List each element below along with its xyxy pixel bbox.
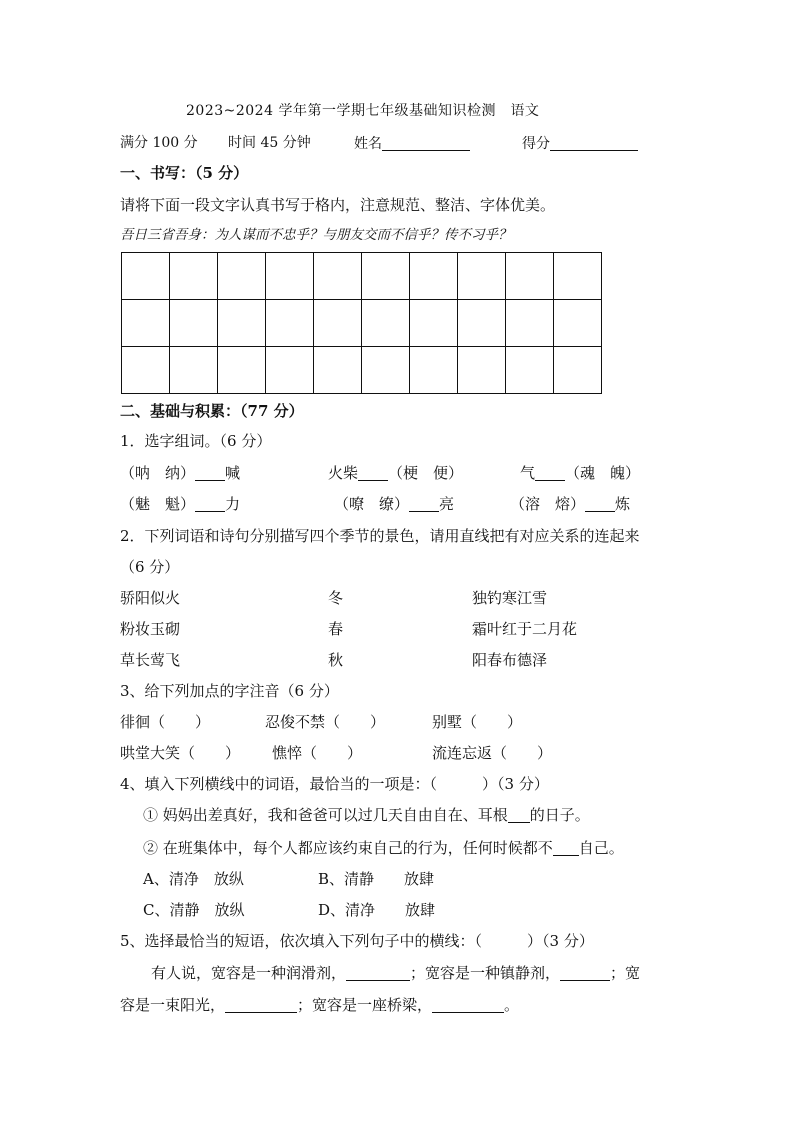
- q5-sentence-line1: 有人说，宽容是一种润滑剂， ；宽容是一种镇静剂， ；宽: [151, 964, 641, 982]
- grid-cell[interactable]: [170, 347, 218, 394]
- section2-heading: 二、基础与积累：（77 分）: [120, 402, 304, 420]
- grid-cell[interactable]: [122, 253, 170, 300]
- grid-cell[interactable]: [362, 253, 410, 300]
- q3-item[interactable]: 徘徊（ ）: [120, 713, 211, 731]
- answer-blank[interactable]: [195, 497, 225, 512]
- grid-cell[interactable]: [506, 300, 554, 347]
- grid-cell[interactable]: [218, 253, 266, 300]
- grid-cell[interactable]: [266, 347, 314, 394]
- section1-passage: 吾日三省吾身：为人谋而不忠乎？与朋友交而不信乎？传不习乎？: [120, 227, 512, 243]
- q1-item: （魅 魁） 力: [120, 495, 241, 513]
- q5-sentence-line2: 容是一束阳光， ；宽容是一座桥梁， 。: [120, 996, 520, 1014]
- q3-item[interactable]: 哄堂大笑（ ）: [120, 744, 241, 762]
- q2-left-item[interactable]: 草长莺飞: [120, 651, 181, 669]
- q1-item: （嘹 缭） 亮: [334, 495, 455, 513]
- q1-item: 火柴 （梗 便）: [328, 464, 464, 482]
- grid-cell[interactable]: [506, 253, 554, 300]
- q3-item[interactable]: 别墅（ ）: [432, 713, 523, 731]
- q2-left-item[interactable]: 骄阳似火: [120, 589, 181, 607]
- q5-title: 5、选择最恰当的短语，依次填入下列句子中的横线：（ ）（3 分）: [120, 932, 594, 950]
- grid-cell[interactable]: [410, 300, 458, 347]
- grid-cell[interactable]: [458, 300, 506, 347]
- q3-item[interactable]: 忍俊不禁（ ）: [265, 713, 386, 731]
- grid-cell[interactable]: [554, 300, 602, 347]
- grid-cell[interactable]: [122, 300, 170, 347]
- exam-time: 时间 45 分钟: [228, 135, 311, 151]
- q4-option-b[interactable]: B、清静 放肆: [318, 870, 435, 888]
- answer-blank[interactable]: [508, 808, 530, 823]
- q1-item: （呐 纳） 喊: [120, 464, 241, 482]
- grid-cell[interactable]: [218, 300, 266, 347]
- q4-option-c[interactable]: C、清静 放纵: [143, 901, 245, 919]
- q1-item: （溶 熔） 炼: [510, 495, 631, 513]
- answer-blank[interactable]: [585, 497, 615, 512]
- grid-cell[interactable]: [410, 347, 458, 394]
- q1-item: 气 （魂 魄）: [520, 464, 641, 482]
- score-label: 得分: [522, 136, 550, 152]
- grid-cell[interactable]: [362, 300, 410, 347]
- q4-sentence-1: ① 妈妈出差真好，我和爸爸可以过几天自由自在、耳根 的日子。: [143, 806, 590, 824]
- answer-blank[interactable]: [195, 466, 225, 481]
- section1-instruction: 请将下面一段文字认真书写于格内，注意规范、整洁、字体优美。: [120, 196, 556, 214]
- grid-cell[interactable]: [170, 300, 218, 347]
- name-label: 姓名: [354, 136, 382, 152]
- q2-right-item[interactable]: 阳春布德泽: [472, 651, 548, 669]
- answer-blank[interactable]: [346, 966, 410, 981]
- grid-cell[interactable]: [314, 300, 362, 347]
- name-field[interactable]: [354, 136, 470, 151]
- grid-cell[interactable]: [554, 253, 602, 300]
- q4-title: 4、填入下列横线中的词语，最恰当的一项是：（ ）（3 分）: [120, 775, 549, 793]
- name-blank[interactable]: [382, 136, 470, 151]
- answer-blank[interactable]: [409, 497, 439, 512]
- exam-title: 2023~2024 学年第一学期七年级基础知识检测 语文: [186, 103, 540, 119]
- q2-middle-item[interactable]: 冬: [328, 589, 344, 607]
- q2-middle-item[interactable]: 秋: [328, 651, 344, 669]
- grid-cell[interactable]: [554, 347, 602, 394]
- q2-right-item[interactable]: 独钓寒江雪: [472, 589, 548, 607]
- answer-blank[interactable]: [432, 998, 504, 1013]
- writing-grid[interactable]: [121, 252, 602, 394]
- full-score: 满分 100 分: [120, 135, 198, 151]
- answer-blank[interactable]: [225, 998, 297, 1013]
- grid-cell[interactable]: [314, 347, 362, 394]
- q2-title: 2．下列词语和诗句分别描写四个季节的景色，请用直线把有对应关系的连起来: [120, 527, 640, 545]
- grid-cell[interactable]: [506, 347, 554, 394]
- grid-cell[interactable]: [410, 253, 458, 300]
- grid-cell[interactable]: [362, 347, 410, 394]
- answer-blank[interactable]: [358, 466, 388, 481]
- section1-heading: 一、书写：（5 分）: [120, 164, 249, 182]
- q2-title-points: （6 分）: [120, 558, 180, 576]
- q3-item[interactable]: 憔悴（ ）: [272, 744, 363, 762]
- q1-title: 1．选字组词。（6 分）: [120, 432, 272, 450]
- grid-cell[interactable]: [266, 253, 314, 300]
- q4-option-d[interactable]: D、清净 放肆: [318, 901, 436, 919]
- q2-right-item[interactable]: 霜叶红于二月花: [472, 620, 578, 638]
- score-field[interactable]: [522, 136, 638, 151]
- answer-blank[interactable]: [560, 966, 610, 981]
- q2-left-item[interactable]: 粉妆玉砌: [120, 620, 181, 638]
- q4-option-a[interactable]: A、清净 放纵: [143, 870, 244, 888]
- grid-cell[interactable]: [266, 300, 314, 347]
- q2-middle-item[interactable]: 春: [328, 620, 344, 638]
- grid-cell[interactable]: [218, 347, 266, 394]
- q3-item[interactable]: 流连忘返（ ）: [432, 744, 553, 762]
- grid-cell[interactable]: [170, 253, 218, 300]
- answer-blank[interactable]: [535, 466, 565, 481]
- grid-cell[interactable]: [122, 347, 170, 394]
- score-blank[interactable]: [550, 136, 638, 151]
- grid-cell[interactable]: [458, 347, 506, 394]
- grid-cell[interactable]: [458, 253, 506, 300]
- q3-title: 3、给下列加点的字注音（6 分）: [120, 682, 339, 700]
- q4-sentence-2: ② 在班集体中，每个人都应该约束自己的行为，任何时候都不 自己。: [143, 839, 624, 857]
- answer-blank[interactable]: [553, 841, 579, 856]
- grid-cell[interactable]: [314, 253, 362, 300]
